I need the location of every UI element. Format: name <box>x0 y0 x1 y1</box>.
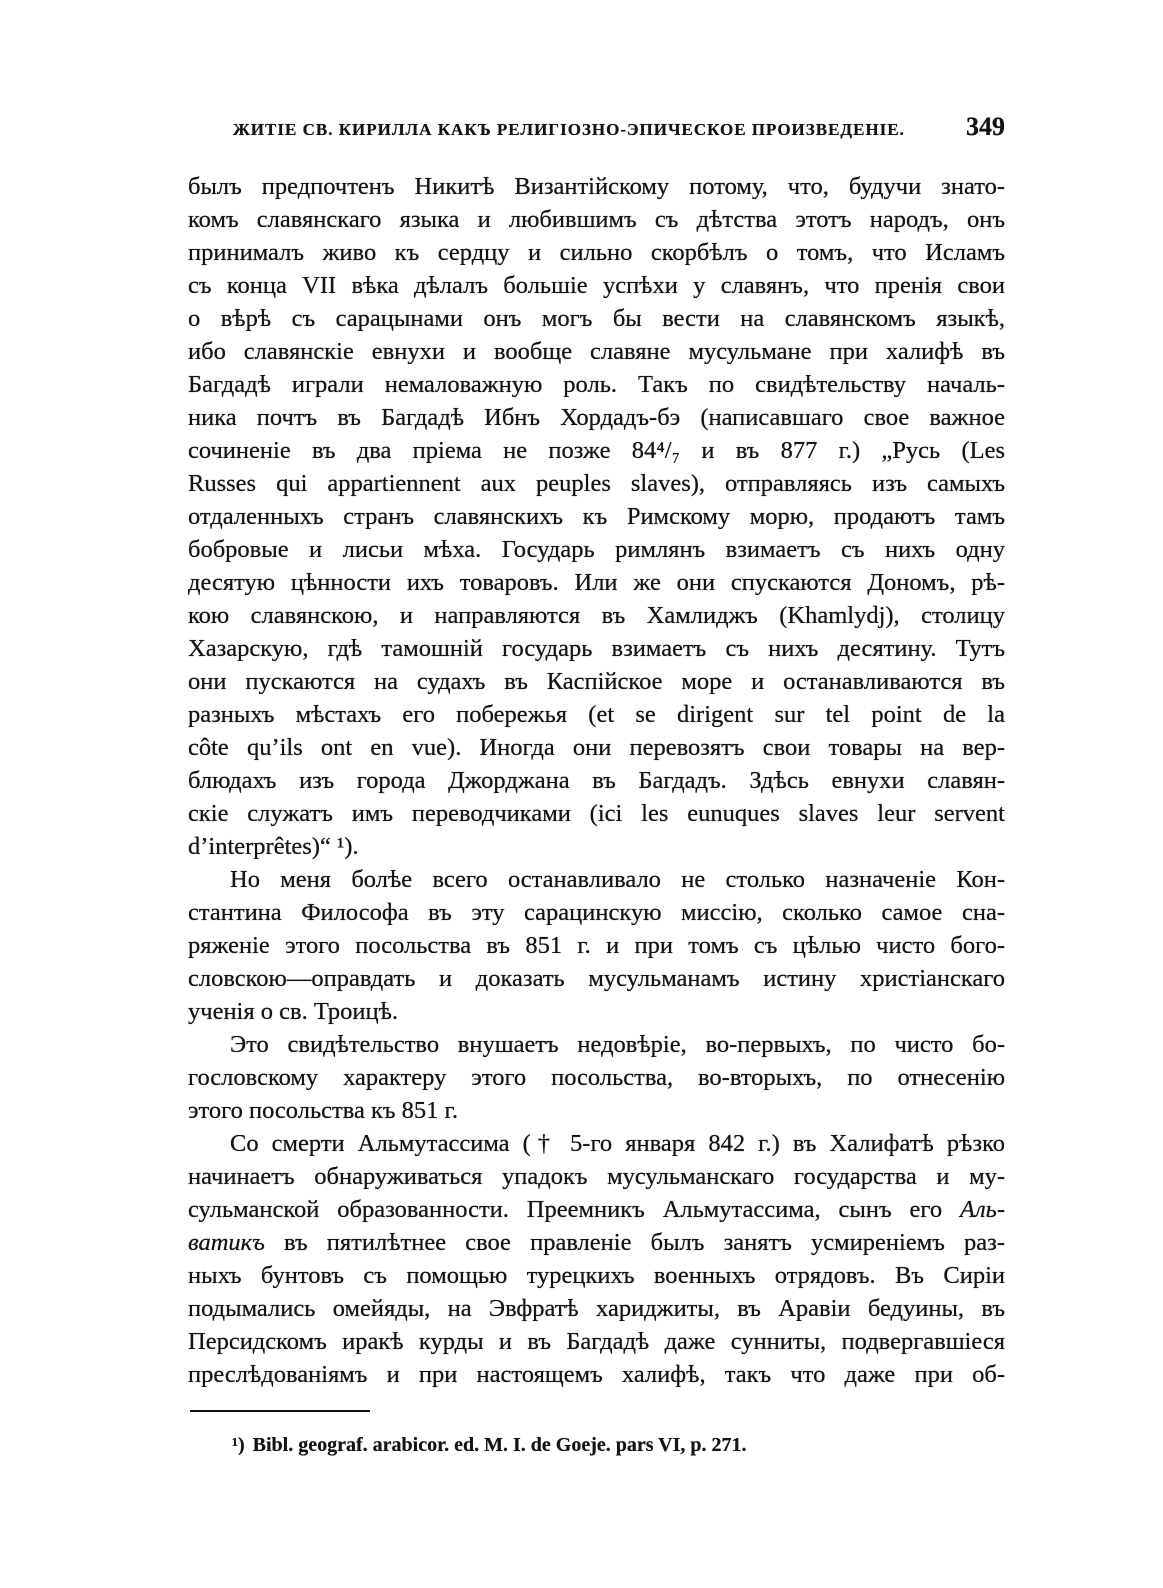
running-header <box>233 112 1005 145</box>
text-line <box>188 1226 1005 1259</box>
text-line: словскою—оправдать и доказать мусульманамъ истину христіанскаго <box>188 965 1005 992</box>
text-line: съ конца VII вѣка дѣлалъ большіе успѣхи у славянъ, что пренія свои <box>188 272 1005 299</box>
text-line: подымались омейяды, на Эвфратѣ хариджиты, въ Аравіи бедуины, въ <box>188 1295 1005 1322</box>
text-line: десятую цѣнности ихъ товаровъ. Или же они спускаются Дономъ, рѣ- <box>188 569 1005 596</box>
text-line: стантина Философа въ эту сарацинскую миссію, сколько самое сна- <box>188 899 1005 926</box>
text-line: принималъ живо къ сердцу и сильно скорбѣлъ о томъ, что Исламъ <box>188 239 1005 266</box>
text-line: преслѣдованіямъ и при настоящемъ халифѣ, такъ что даже при об- <box>188 1361 1005 1388</box>
paragraph <box>188 1028 1005 1127</box>
text-line: Хазарскую, гдѣ тамошній государь взимаетъ съ нихъ десятину. Тутъ <box>188 635 1005 662</box>
text-line: ряженіе этого посольства въ 851 г. и при томъ съ цѣлью чисто бого- <box>188 932 1005 959</box>
text-line: они пускаются на судахъ въ Каспійское море и останавливаются въ <box>188 668 1005 695</box>
text-line: бобровые и лисьи мѣха. Государь римлянъ взимаетъ съ нихъ одну <box>188 536 1005 563</box>
text-line: сочиненіе въ два пріема не позже 84⁴/₇ и въ 877 г.) „Русь (Les <box>188 437 1005 464</box>
text-line: Со смерти Альмутассима († 5-го января 842 г.) въ Халифатѣ рѣзко <box>230 1130 1005 1157</box>
running-title: ЖИТІЕ СВ. КИРИЛЛА КАКЪ РЕЛИГІОЗНО-ЭПИЧЕСКОЕ ПРОИЗВЕДЕНІЕ. <box>233 120 905 139</box>
text-line: d’interprêtes)“ ¹). <box>188 833 359 860</box>
paragraph <box>188 170 1005 863</box>
text-line: Это свидѣтельство внушаетъ недовѣріе, во-первыхъ, по чисто бо- <box>230 1031 1005 1058</box>
footnote-marker: ¹) <box>232 1434 245 1456</box>
footnote-text: Bibl. geograf. arabicor. ed. M. I. de Goeje. pars VI, p. 271. <box>252 1434 747 1456</box>
paragraph <box>188 863 1005 1028</box>
text-line: ныхъ бунтовъ съ помощью турецкихъ военныхъ отрядовъ. Въ Сиріи <box>188 1262 1005 1289</box>
text-line: ника почтъ въ Багдадѣ Ибнъ Хордадъ-бэ (написавшаго свое важное <box>188 404 1005 431</box>
text-line: гословскому характеру этого посольства, во-вторыхъ, по отнесенію <box>188 1064 1005 1091</box>
text-line: комъ славянскаго языка и любившимъ съ дѣтства этотъ народъ, онъ <box>188 206 1005 233</box>
text-line: скіе служатъ имъ переводчиками (ici les eunuques slaves leur servent <box>188 800 1005 827</box>
line-segment: въ пятилѣтнее свое правленіе былъ занятъ усмиреніемъ раз- <box>264 1229 1005 1256</box>
text-line <box>188 1193 1005 1226</box>
text-line: кою славянскою, и направляются въ Хамлиджъ (Khamlydj), столицу <box>188 602 1005 629</box>
text-line: ученія о св. Троицѣ. <box>188 998 399 1025</box>
text-line: былъ предпочтенъ Никитѣ Византійскому потому, что, будучи знато- <box>188 173 1005 200</box>
text-line: Russes qui appartiennent aux peuples slaves), отправляясь изъ самыхъ <box>188 470 1005 497</box>
text-line: о вѣрѣ съ сарацынами онъ могъ бы вести на славянскомъ языкѣ, <box>188 305 1005 332</box>
italic-name: Аль- <box>960 1196 1005 1223</box>
text-line: Но меня болѣе всего останавливало не столько назначеніе Кон- <box>230 866 1005 893</box>
footnote-divider <box>190 1410 370 1412</box>
paragraph <box>188 1127 1005 1391</box>
text-line: разныхъ мѣстахъ его побережья (et se dirigent sur tel point de la <box>188 701 1005 728</box>
page-number: 349 <box>966 112 1005 141</box>
text-line: Персидскомъ иракѣ курды и въ Багдадѣ даже сунниты, подвергавшіеся <box>188 1328 1005 1355</box>
body-text <box>188 170 1005 1391</box>
text-line: блюдахъ изъ города Джорджана въ Багдадъ. Здѣсь евнухи славян- <box>188 767 1005 794</box>
text-line: начинаетъ обнаруживаться упадокъ мусульманскаго государства и му- <box>188 1163 1005 1190</box>
italic-name: ватикъ <box>188 1229 265 1256</box>
text-line: Багдадѣ играли немаловажную роль. Такъ по свидѣтельству началь- <box>188 371 1005 398</box>
footnote <box>232 1430 1005 1460</box>
text-line: côte qu’ils ont en vue). Иногда они перевозятъ свои товары на вер- <box>188 734 1005 761</box>
text-line: отдаленныхъ странъ славянскихъ къ Римскому морю, продаютъ тамъ <box>188 503 1005 530</box>
line-segment: сульманской образованности. Преемникъ Альмутассима, сынъ его <box>188 1196 961 1223</box>
text-line: этого посольства къ 851 г. <box>188 1097 458 1124</box>
text-line: ибо славянскіе евнухи и вообще славяне мусульмане при халифѣ въ <box>188 338 1005 365</box>
